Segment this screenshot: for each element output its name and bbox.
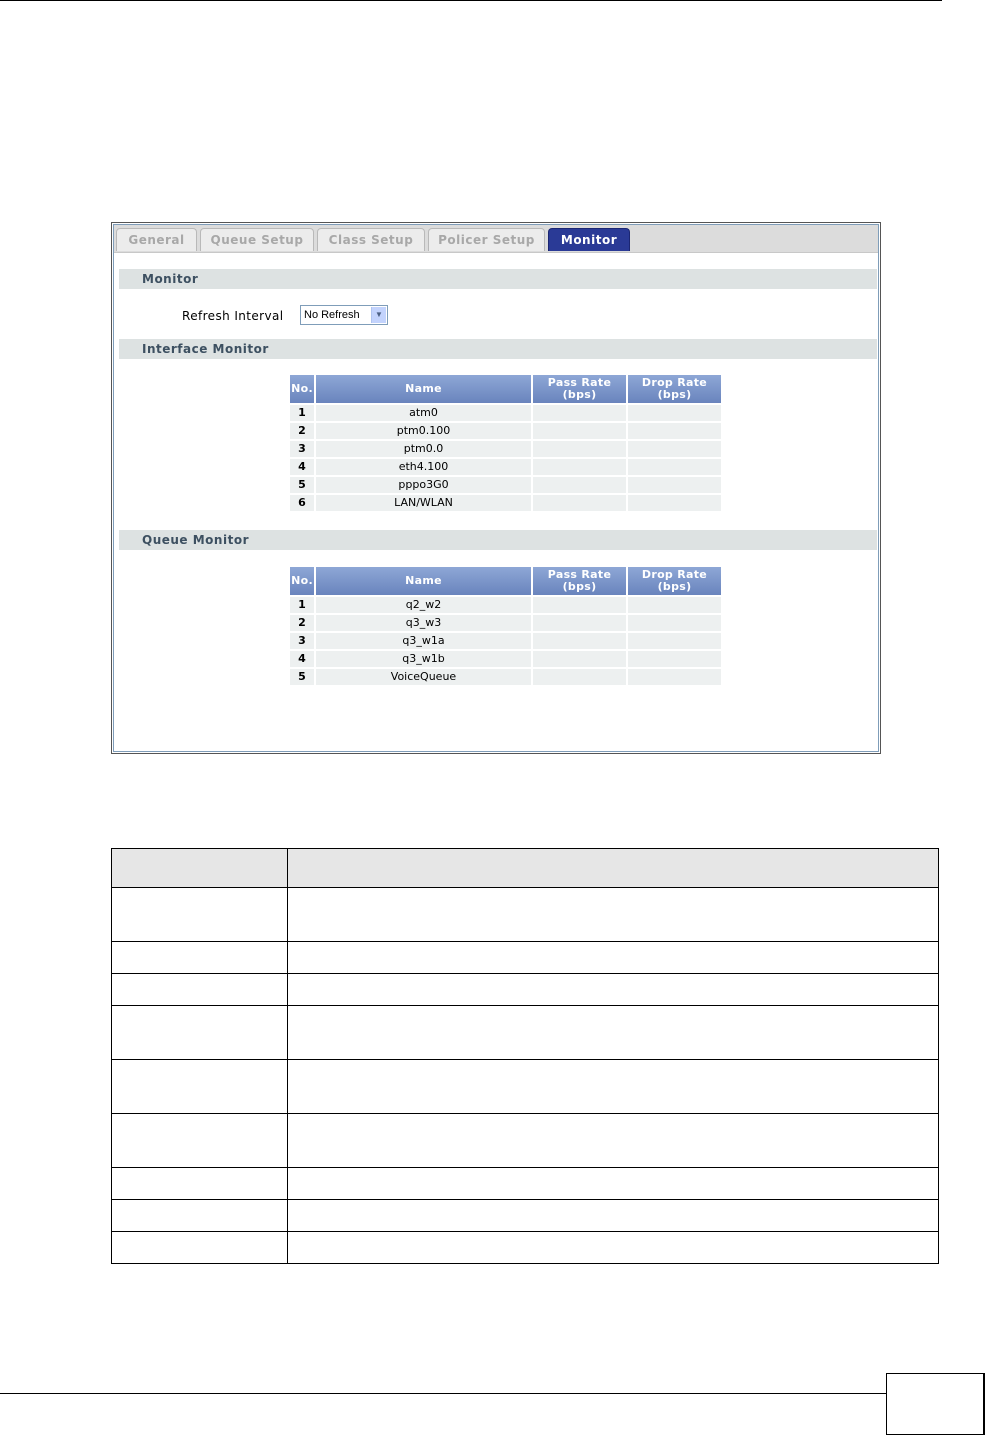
doc-cell-label	[112, 974, 288, 1006]
column-header-drop-rate: Drop Rate (bps)	[628, 375, 721, 403]
doc-cell-description	[288, 1200, 939, 1232]
column-header-no: No.	[290, 567, 314, 595]
doc-cell-description	[288, 1232, 939, 1264]
tab-queue-setup[interactable]: Queue Setup	[200, 228, 314, 251]
row-name: ptm0.0	[316, 441, 531, 457]
row-number: 5	[290, 669, 314, 685]
row-drop-rate	[628, 615, 721, 631]
row-pass-rate	[533, 633, 626, 649]
field-description-table	[111, 848, 939, 1264]
doc-cell-label	[112, 1060, 288, 1114]
row-pass-rate	[533, 597, 626, 613]
row-drop-rate	[628, 423, 721, 439]
doc-cell-label	[112, 1232, 288, 1264]
page-top-rule	[0, 0, 942, 1]
tab-general[interactable]: General	[116, 228, 197, 251]
row-number: 2	[290, 423, 314, 439]
table-row	[112, 1006, 939, 1060]
table-row	[112, 974, 939, 1006]
doc-cell-label	[112, 888, 288, 942]
doc-cell-label	[112, 1200, 288, 1232]
column-header-drop-rate: Drop Rate (bps)	[628, 567, 721, 595]
doc-cell-label	[112, 1114, 288, 1168]
chevron-down-icon[interactable]: ▼	[371, 307, 386, 323]
interface-monitor-table	[288, 373, 723, 513]
row-drop-rate	[628, 495, 721, 511]
screenshot-frame	[111, 222, 881, 754]
row-number: 2	[290, 615, 314, 631]
monitor-section-title: Monitor	[119, 269, 877, 289]
doc-cell-label	[112, 1168, 288, 1200]
row-name: q3_w1a	[316, 633, 531, 649]
row-drop-rate	[628, 441, 721, 457]
row-name: q2_w2	[316, 597, 531, 613]
table-row	[112, 1168, 939, 1200]
table-row	[290, 477, 721, 493]
interface-monitor-section-title: Interface Monitor	[119, 339, 877, 359]
row-number: 3	[290, 633, 314, 649]
row-drop-rate	[628, 459, 721, 475]
column-header-pass-rate: Pass Rate (bps)	[533, 375, 626, 403]
row-name: pppo3G0	[316, 477, 531, 493]
row-pass-rate	[533, 477, 626, 493]
row-drop-rate	[628, 669, 721, 685]
row-drop-rate	[628, 597, 721, 613]
column-header-pass-rate: Pass Rate (bps)	[533, 567, 626, 595]
doc-cell-label	[112, 942, 288, 974]
row-name: atm0	[316, 405, 531, 421]
table-row	[112, 1060, 939, 1114]
table-row	[112, 1232, 939, 1264]
table-row	[112, 1200, 939, 1232]
row-pass-rate	[533, 405, 626, 421]
row-name: ptm0.100	[316, 423, 531, 439]
doc-cell-description	[288, 942, 939, 974]
row-name: LAN/WLAN	[316, 495, 531, 511]
refresh-interval-label: Refresh Interval	[182, 309, 284, 323]
row-name: q3_w3	[316, 615, 531, 631]
table-row	[290, 423, 721, 439]
row-name: q3_w1b	[316, 651, 531, 667]
doc-header-label	[112, 849, 288, 888]
table-row	[290, 441, 721, 457]
row-pass-rate	[533, 651, 626, 667]
row-pass-rate	[533, 459, 626, 475]
tab-class-setup[interactable]: Class Setup	[317, 228, 425, 251]
table-row	[112, 942, 939, 974]
doc-cell-description	[288, 1006, 939, 1060]
table-row	[290, 597, 721, 613]
doc-table-body	[112, 888, 939, 1264]
table-row	[290, 615, 721, 631]
table-row	[112, 888, 939, 942]
tab-monitor[interactable]: Monitor	[548, 228, 630, 251]
doc-cell-description	[288, 888, 939, 942]
row-number: 3	[290, 441, 314, 457]
page-number-box	[886, 1373, 985, 1435]
row-number: 6	[290, 495, 314, 511]
row-pass-rate	[533, 423, 626, 439]
row-pass-rate	[533, 669, 626, 685]
row-number: 1	[290, 405, 314, 421]
doc-cell-description	[288, 1060, 939, 1114]
row-drop-rate	[628, 405, 721, 421]
doc-table-header	[112, 849, 939, 888]
doc-cell-description	[288, 1168, 939, 1200]
row-number: 5	[290, 477, 314, 493]
qos-monitor-panel	[113, 224, 879, 752]
table-row	[290, 633, 721, 649]
table-row	[290, 669, 721, 685]
table-row	[112, 1114, 939, 1168]
row-number: 1	[290, 597, 314, 613]
table-row	[290, 405, 721, 421]
row-drop-rate	[628, 651, 721, 667]
doc-cell-description	[288, 1114, 939, 1168]
queue-monitor-table	[288, 565, 723, 687]
row-pass-rate	[533, 441, 626, 457]
doc-cell-description	[288, 974, 939, 1006]
column-header-no: No.	[290, 375, 314, 403]
refresh-interval-select[interactable]	[300, 305, 388, 325]
queue-monitor-section-title: Queue Monitor	[119, 530, 877, 550]
row-pass-rate	[533, 615, 626, 631]
row-number: 4	[290, 651, 314, 667]
row-name: VoiceQueue	[316, 669, 531, 685]
table-row	[290, 651, 721, 667]
row-drop-rate	[628, 477, 721, 493]
table-row	[290, 495, 721, 511]
column-header-name: Name	[316, 375, 531, 403]
tab-policer-setup[interactable]: Policer Setup	[428, 228, 545, 251]
row-pass-rate	[533, 495, 626, 511]
table-row	[290, 459, 721, 475]
row-number: 4	[290, 459, 314, 475]
doc-header-description	[288, 849, 939, 888]
row-drop-rate	[628, 633, 721, 649]
column-header-name: Name	[316, 567, 531, 595]
row-name: eth4.100	[316, 459, 531, 475]
tab-bar	[114, 225, 878, 253]
refresh-interval-value: No Refresh	[304, 309, 360, 321]
page-bottom-rule	[0, 1393, 886, 1394]
doc-cell-label	[112, 1006, 288, 1060]
